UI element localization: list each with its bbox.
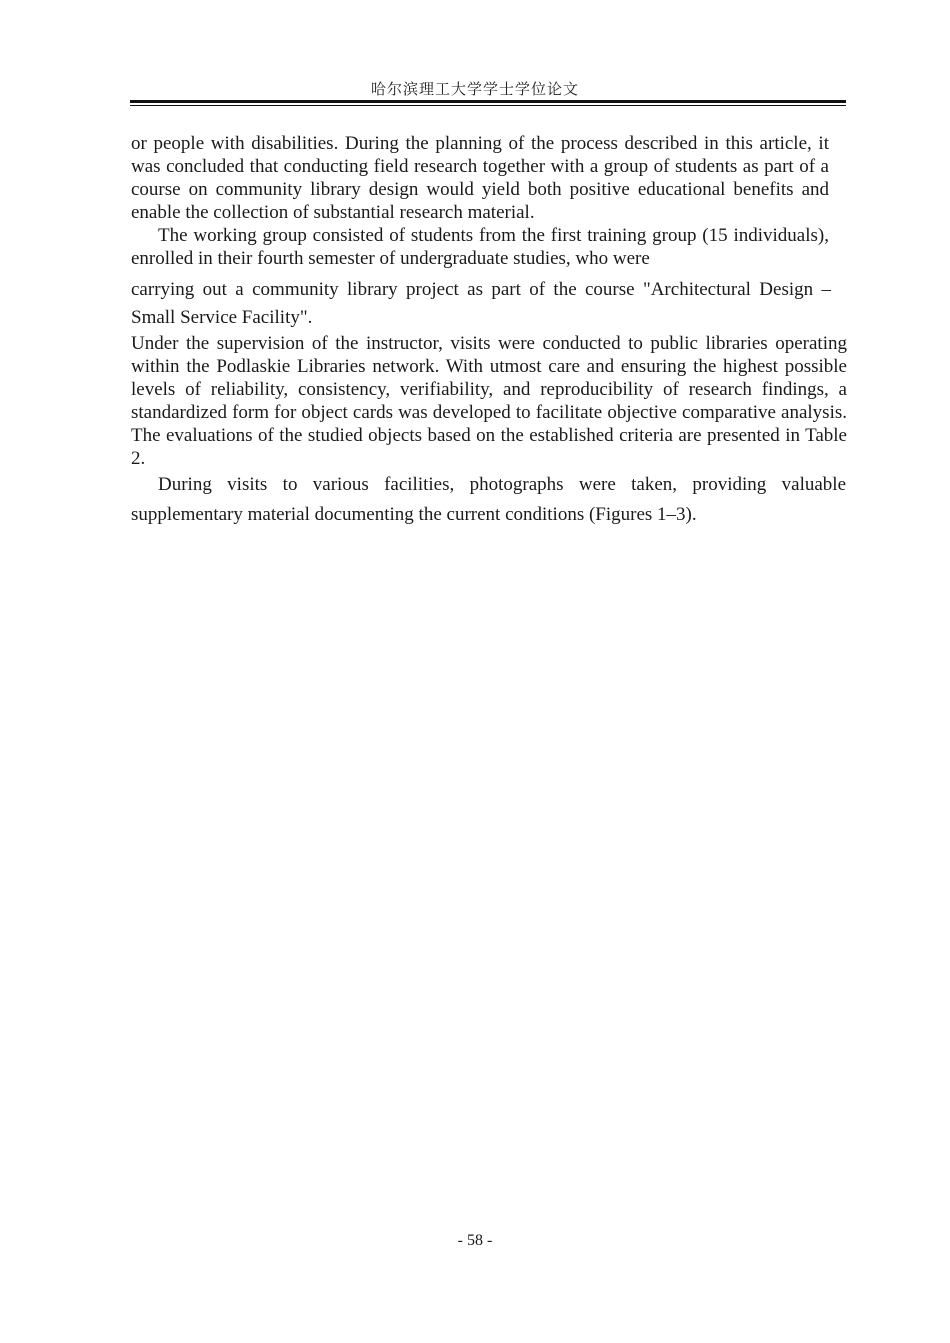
paragraph-2: The working group consisted of students from the first training group (15 individuals), enrolled in their fourth semester of undergraduate studies, who were [131,225,829,269]
header-rule-thin [130,105,846,106]
paragraph-2-continuation: carrying out a community library project as part of the course "Architectural Design – Small Service Facility". [131,279,831,328]
paragraph-3: Under the supervision of the instructor, visits were conducted to public libraries operating within the Podlaskie Libraries network. With utmost care and ensuring the highest possible levels of reliability, consistency, verifiability, and reproducibility of research findings, a standardized form for object cards was developed to facilitate objective comparative analysis. The evaluations of the studied objects based on the established criteria are presented in Table 2. [131,333,847,469]
page-number: - 58 - [457,1232,493,1249]
header-rule-thick [130,100,846,103]
paragraph-4: During visits to various facilities, photographs were taken, providing valuable supplementary material documenting the current conditions (Figures 1–3). [131,474,846,525]
running-header-title: 哈尔滨理工大学学士学位论文 [370,80,579,98]
paragraph-1: or people with disabilities. During the planning of the process described in this article, it was concluded that conducting field research together with a group of students as part of a course on community library design would yield both positive educational benefits and enable the collection of substantial research material. [131,133,829,223]
